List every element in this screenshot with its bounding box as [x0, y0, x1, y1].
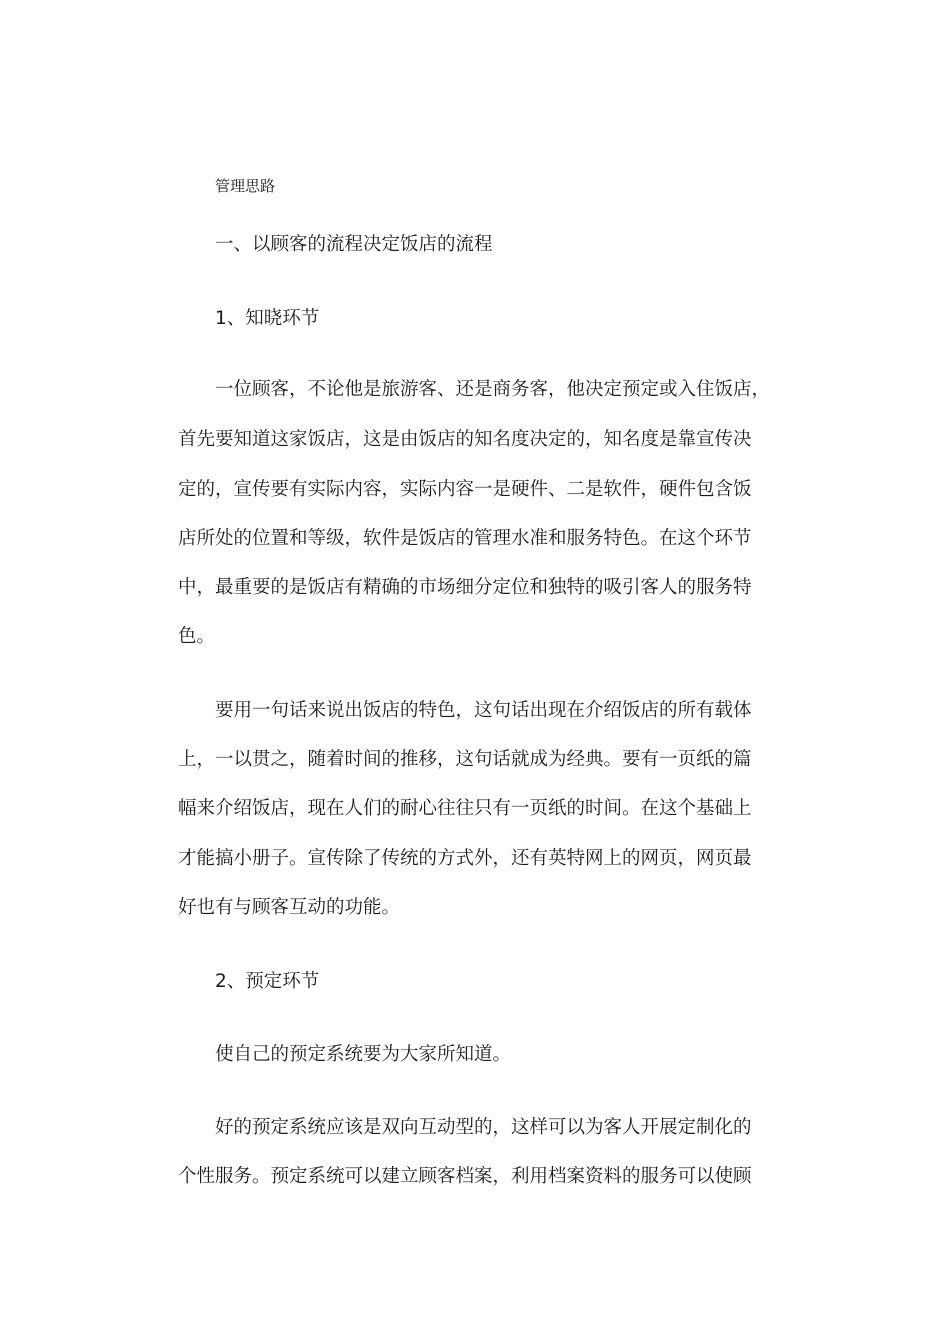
doc-title: 管理思路: [215, 177, 276, 195]
subheading-2: 2、预定环节: [215, 971, 320, 992]
paragraph-4-line: 个性服务。预定系统可以建立顾客档案，利用档案资料的服务可以使顾: [178, 1166, 752, 1187]
paragraph-2-line: 幅来介绍饭店，现在人们的耐心往往只有一页纸的时间。在这个基础上: [178, 798, 752, 819]
section-heading-1: 一、以顾客的流程决定饭店的流程: [215, 234, 493, 255]
paragraph-1-line: 店所处的位置和等级，软件是饭店的管理水准和服务特色。在这个环节: [178, 528, 752, 549]
paragraph-1-line: 定的，宣传要有实际内容，实际内容一是硬件、二是软件，硬件包含饭: [178, 479, 752, 500]
paragraph-2-line: 要用一句话来说出饭店的特色，这句话出现在介绍饭店的所有载体: [215, 700, 752, 721]
paragraph-2-line: 上，一以贯之，随着时间的推移，这句话就成为经典。要有一页纸的篇: [178, 749, 752, 770]
paragraph-4-line: 好的预定系统应该是双向互动型的，这样可以为客人开展定制化的: [215, 1117, 752, 1138]
paragraph-1-line: 一位顾客，不论他是旅游客、还是商务客，他决定预定或入住饭店，: [215, 379, 771, 400]
paragraph-1-line: 中，最重要的是饭店有精确的市场细分定位和独特的吸引客人的服务特: [178, 577, 752, 598]
paragraph-2-line: 才能搞小册子。宣传除了传统的方式外，还有英特网上的网页，网页最: [178, 848, 752, 869]
paragraph-2-line: 好也有与顾客互动的功能。: [178, 897, 401, 918]
paragraph-1-line: 首先要知道这家饭店，这是由饭店的知名度决定的，知名度是靠宣传决: [178, 429, 752, 450]
paragraph-1-line: 色。: [178, 626, 216, 647]
paragraph-3-line: 使自己的预定系统要为大家所知道。: [215, 1044, 512, 1065]
subheading-1: 1、知晓环节: [215, 308, 320, 329]
